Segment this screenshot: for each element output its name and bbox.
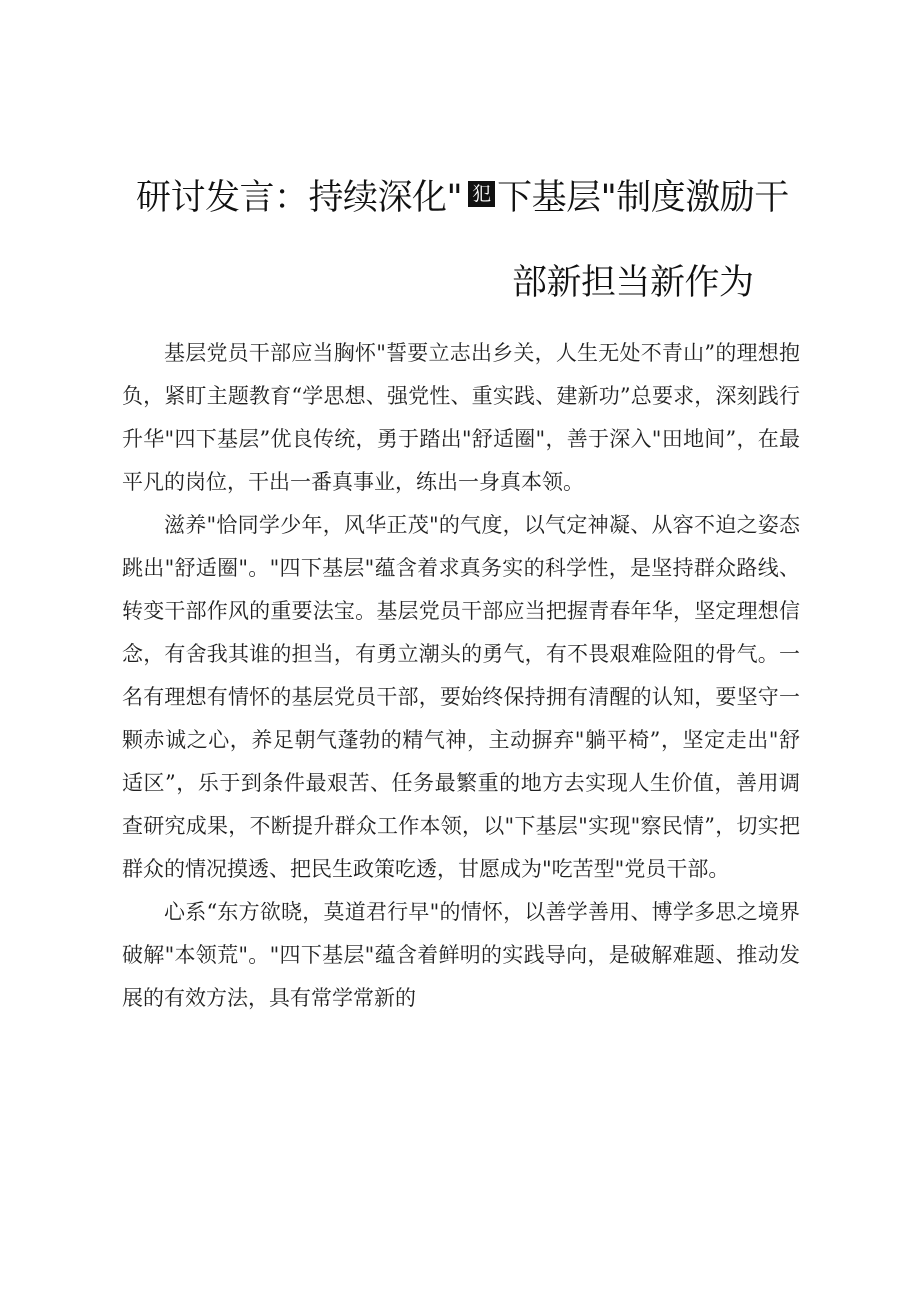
title-text-before-stamp: 研讨发言：持续深化" (136, 178, 463, 218)
document-body (122, 332, 800, 1020)
document-title-line-1 (136, 176, 920, 220)
paragraph-1: 基层党员干部应当胸怀"誓要立志出乡关，人生无处不青山”的理想抱负，紧盯主题教育“学思想、强党性、重实践、建新功”总要求，深刻践行升华"四下基层”优良传统，勇于踏出"舒适圈"，善于深入"田地间”，在最平凡的岗位，干出一番真事业，练出一身真本领。 (122, 341, 800, 494)
paragraph-2: 滋养"恰同学少年，风华正茂"的气度，以气定神凝、从容不迫之姿态跳出"舒适圈"。"四下基层"蕴含着求真务实的科学性，是坚持群众路线、转变干部作风的重要法宝。基层党员干部应当把握青春年华，坚定理想信念，有舍我其谁的担当，有勇立潮头的勇气，有不畏艰难险阻的骨气。一名有理想有情怀的基层党员干部，要始终保持拥有清醒的认知，要坚守一颗赤诚之心，养足朝气蓬勃的精气神，主动摒弃"躺平椅”，坚定走出"舒适区”，乐于到条件最艰苦、任务最繁重的地方去实现人生价值，善用调查研究成果，不断提升群众工作本领，以"下基层"实现"察民情”，切实把群众的情况摸透、把民生政策吃透，甘愿成为"吃苦型"党员干部。 (122, 513, 800, 881)
document-title-line-2: 部新担当新作为 (512, 263, 754, 303)
title-text-after-stamp: 下基层"制度激励干 (497, 178, 789, 218)
paragraph-3: 心系“东方欲晓，莫道君行早"的情怀，以善学善用、博学多思之境界破解"本领荒"。"四下基层"蕴含着鲜明的实践导向，是破解难题、推动发展的有效方法，具有常学常新的 (122, 900, 800, 1010)
title-stamp-glyph: 犯 (468, 181, 495, 207)
